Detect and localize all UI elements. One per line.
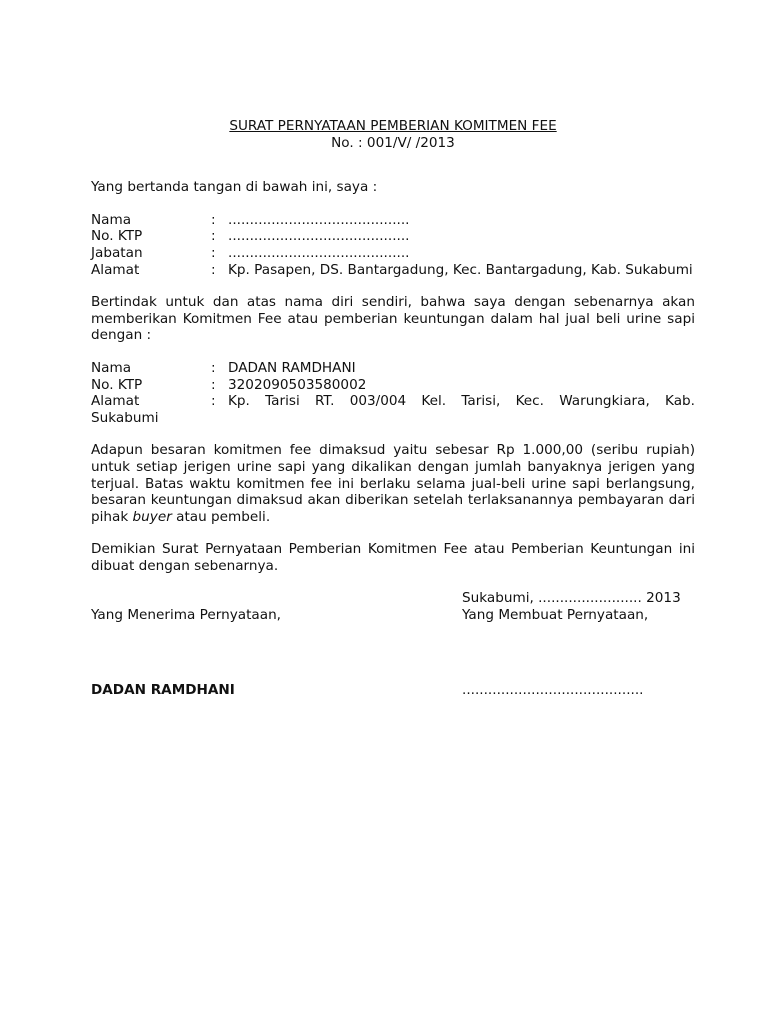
maker-name: .......................................... [462,681,644,698]
first-party-fields [91,212,695,278]
field-label: No. KTP [91,228,143,245]
terms-text-end: atau pembeli. [171,508,271,525]
second-party-name-row [91,360,695,377]
field-colon: : [211,359,216,376]
terms-italic-text: buyer [132,508,172,525]
field-colon: : [211,211,216,228]
signature-names [91,682,695,699]
field-value: .......................................... [228,228,410,245]
signature-roles [91,607,695,624]
field-colon: : [211,228,216,245]
field-label: Nama [91,359,132,376]
field-label: Alamat [91,393,140,410]
second-party-address-continuation: Sukabumi [91,409,159,426]
field-label: Alamat [91,261,140,278]
field-colon: : [211,261,216,278]
closing-paragraph: Demikian Surat Pernyataan Pemberian Komitmen Fee atau Pemberian Keuntungan ini dibuat dengan sebenarnya. [91,541,695,574]
field-label: No. KTP [91,376,143,393]
field-colon: : [211,376,216,393]
document-title: SURAT PERNYATAAN PEMBERIAN KOMITMEN FEE [229,118,557,134]
terms-paragraph [91,442,695,525]
field-value: Kp. Tarisi RT. 003/004 Kel. Tarisi, Kec. Warungkiara, Kab. [228,393,695,410]
field-label: Nama [91,211,132,228]
field-value: .......................................... [228,244,410,261]
first-party-name-row [91,212,695,229]
document-number: No. : 001/V/ /2013 [331,134,455,151]
second-party-ktp-row [91,377,695,394]
second-party-fields [91,360,695,426]
second-party-address-row [91,393,695,410]
statement-paragraph: Bertindak untuk dan atas nama diri sendiri, bahwa saya dengan sebenarnya akan memberikan Komitmen Fee atau pemberian keuntungan dalam hal jual beli urine sapi dengan : [91,294,695,344]
first-party-ktp-row [91,228,695,245]
signature-place-date: Sukabumi, ........................ 2013 [462,590,681,607]
first-party-address-row [91,262,695,279]
receiver-name: DADAN RAMDHANI [91,681,235,698]
field-label: Jabatan [91,244,143,261]
field-value: Kp. Pasapen, DS. Bantargadung, Kec. Bantargadung, Kab. Sukabumi [228,261,693,278]
field-colon: : [211,393,216,410]
receiver-role: Yang Menerima Pernyataan, [91,607,281,624]
intro-text: Yang bertanda tangan di bawah ini, saya : [91,179,378,196]
field-value: DADAN RAMDHANI [228,359,356,376]
maker-role: Yang Membuat Pernyataan, [462,607,649,624]
letter-content [91,118,695,698]
terms-text: Adapun besaran komitmen fee dimaksud yaitu sebesar Rp 1.000,00 (seribu rupiah) untuk setiap jerigen urine sapi yang dikalikan dengan jumlah banyaknya jerigen yang terjual. Batas waktu komitmen fee ini berlaku selama jual-beli urine sapi berlangsung, besaran keuntungan dimaksud akan diberikan setelah terlaksanannya pembayaran dari pihak [91,442,695,525]
field-value: .......................................... [228,211,410,228]
field-value: 3202090503580002 [228,376,367,393]
field-colon: : [211,244,216,261]
first-party-position-row [91,245,695,262]
